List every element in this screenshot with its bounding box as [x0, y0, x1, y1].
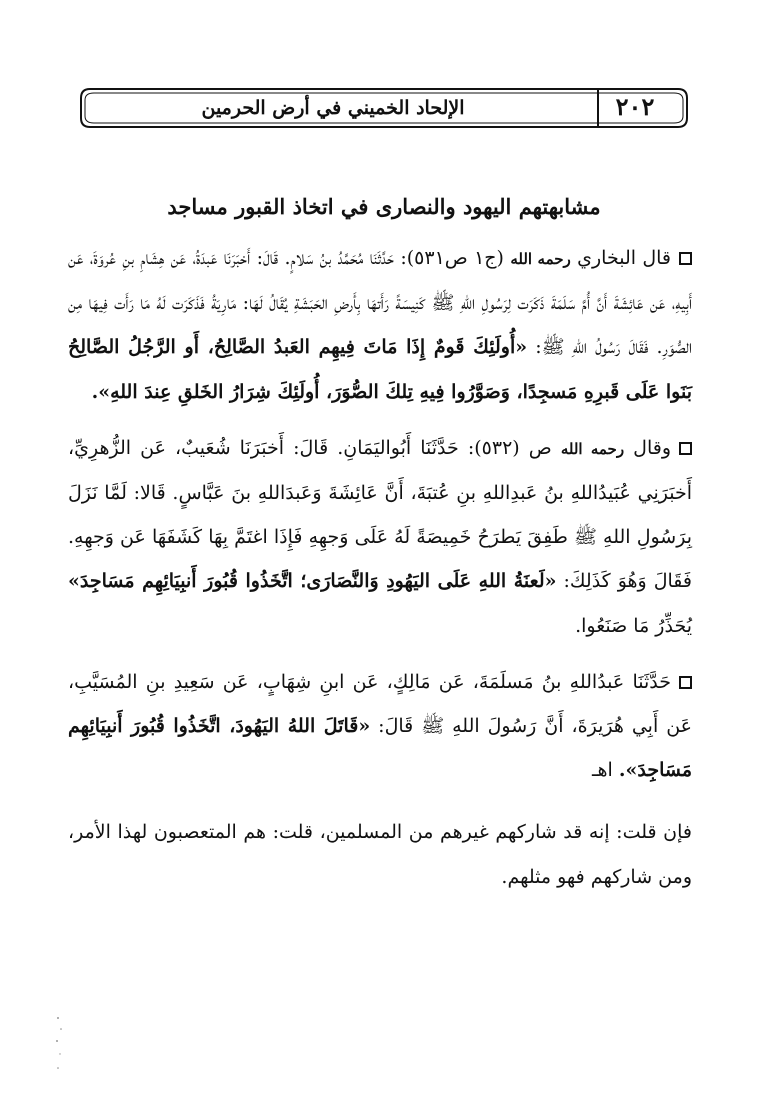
paragraph-commentary	[68, 810, 692, 898]
paragraph-intro: وقال	[633, 436, 671, 459]
page-header	[78, 86, 690, 130]
paragraph-intro: قال البخاري	[577, 247, 672, 269]
paragraph-marker-icon	[679, 252, 692, 265]
hadith-text: «لَعنَةُ اللهِ عَلَى اليَهُودِ وَالنَّصَارَى؛ اتَّخَذُوا قُبُورَ أَنبِيَائِهِم مَسَاجِدَ»	[68, 570, 557, 593]
narration-text: حَدَّثَنَا عَبدُاللهِ بنُ مَسلَمَةَ، عَن مَالِكٍ، عَن ابنِ شِهَابٍ، عَن سَعِيدِ بنِ المُسَيَّبِ، عَن أَبِي هُرَيرَةَ، أَنَّ رَسُولَ اللهِ ﷺ قَالَ:	[68, 670, 692, 738]
paragraph-abdullah-ibn-maslama	[68, 660, 692, 793]
section-heading: مشابهتهم اليهود والنصارى في اتخاذ القبور مساجد	[167, 194, 601, 219]
paragraph-bukhari-532	[68, 426, 692, 648]
honorific: رحمه الله	[560, 439, 625, 458]
hadith-text: «قَاتَلَ اللهُ اليَهُودَ، اتَّخَذُوا قُبُورَ أَنبِيَائِهِم مَسَاجِدَ».	[68, 715, 692, 782]
narration-tail: يُحَذِّرُ مَا صَنَعُوا.	[575, 614, 692, 637]
paragraph-bukhari-531	[68, 236, 692, 414]
running-title: الإلحاد الخميني في أرض الحرمين	[201, 97, 465, 119]
narration-text: (ج١ ص٥٣١): حَدَّثَنَا مُحَمَّدُ بنُ سَلامٍ. قَالَ: أَخبَرَنَا عَبدَةُ، عَن هِشَامِ بنِ عُروَةَ، عَن أَبِيهِ، عَن عَائِشَةَ أَنَّ أُمَّ سَلَمَةَ ذَكَرَت لِرَسُولِ اللهِ ﷺ كَنِيسَةً رَأَتهَا بِأَرضِ الحَبَشَةِ يُقَالُ لَهَا: مَارِيَةُ فَذَكَرَت لَهُ مَا رَأَت فِيهَا مِن الصُّوَرِ. فَقَالَ رَسُولُ اللهِ ﷺ:	[68, 247, 693, 359]
honorific: رحمه الله	[510, 250, 571, 268]
page-number: ٢٠٢	[615, 92, 655, 121]
narration-text: ص (٥٣٢): حَدَّثَنَا أَبُواليَمَانِ. قَالَ: أَخبَرَنَا شُعَيبٌ، عَن الزُّهرِيِّ، أَخبَرَنِي عُبَيدُاللهِ بنُ عَبدِاللهِ بنِ عُتبَةَ، أَنَّ عَائِشَةَ وَعَبدَاللهِ بنَ عَبَّاسٍ. قَالا: لَمَّا نَزَلَ بِرَسُولِ اللهِ ﷺ طَفِقَ يَطرَحُ خَمِيصَةً لَهُ عَلَى وَجهِهِ فَإِذَا اغتَمَّ بِهَا كَشَفَهَا عَن وَجهِهِ. فَقَالَ وَهُوَ كَذَلِكَ:	[68, 436, 692, 593]
body-text	[68, 236, 692, 899]
commentary-text: فإن قلت: إنه قد شاركهم غيرهم من المسلمين، قلت: هم المتعصبون لهذا الأمر، ومن شاركهم فهو مثلهم.	[68, 821, 692, 888]
paragraph-marker-icon	[679, 442, 692, 455]
narration-tail: اهـ	[591, 759, 613, 782]
scan-specks	[48, 1010, 78, 1080]
hadith-text: «أُولَئِكَ قَومٌ إِذَا مَاتَ فِيهِم العَبدُ الصَّالِحُ، أَو الرَّجُلُ الصَّالِحُ بَنَوا عَلَى قَبرِهِ مَسجِدًا، وَصَوَّرُوا فِيهِ تِلكَ الصُّوَرَ، أُولَئِكَ شِرَارُ الخَلقِ عِندَ اللهِ».	[68, 336, 692, 403]
paragraph-marker-icon	[679, 676, 692, 689]
